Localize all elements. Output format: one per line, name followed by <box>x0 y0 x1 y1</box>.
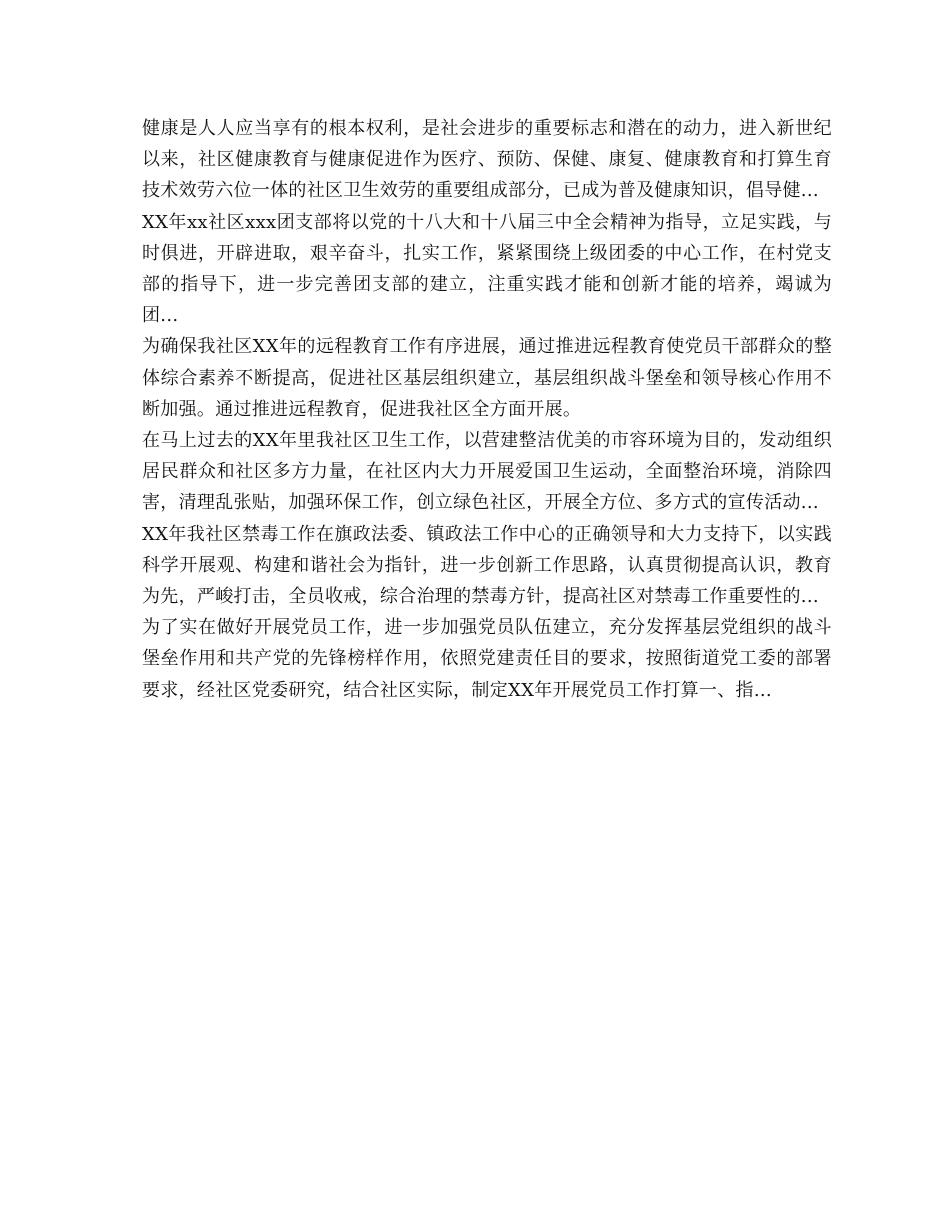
paragraph-community-sanitation: 在马上过去的XX年里我社区卫生工作，以营建整洁优美的市容环境为目的，发动组织居民群众和社区多方力量，在社区内大力开展爱国卫生运动，全面整治环境，消除四害，清理乱张贴，加强环保工作，创立绿色社区，开展全方位、多方式的宣传活动... <box>142 430 832 514</box>
paragraph-remote-education: 为确保我社区XX年的远程教育工作有序进展，通过推进远程教育使党员干部群众的整体综合素养不断提高，促进社区基层组织建立，基层组织战斗堡垒和领导核心作用不断加强。通过推进远程教育，促进我社区全方面开展。 <box>142 336 832 420</box>
paragraph-party-member: 为了实在做好开展党员工作，进一步加强党员队伍建立，充分发挥基层党组织的战斗堡垒作用和共产党的先锋榜样作用，依照党建责任目的要求，按照街道党工委的部署要求，经社区党委研究，结合社区实际，制定XX年开展党员工作打算一、指... <box>142 617 832 701</box>
paragraph-health-education: 健康是人人应当享有的根本权利，是社会进步的重要标志和潜在的动力，进入新世纪以来，社区健康教育与健康促进作为医疗、预防、保健、康复、健康教育和打算生育技术效劳六位一体的社区卫生效劳的重要组成部分，已成为普及健康知识，倡导健... <box>142 118 832 202</box>
paragraph-youth-league: XX年xx社区xxx团支部将以党的十八大和十八届三中全会精神为指导，立足实践，与时俱进，开辟进取，艰辛奋斗，扎实工作，紧紧围绕上级团委的中心工作，在村党支部的指导下，进一步完善团支部的建立，注重实践才能和创新才能的培养，竭诚为团... <box>142 211 832 327</box>
document-body <box>142 113 832 706</box>
paragraph-anti-drug: XX年我社区禁毒工作在旗政法委、镇政法工作中心的正确领导和大力支持下，以实践科学开展观、构建和谐社会为指针，进一步创新工作思路，认真贯彻提高认识，教育为先，严峻打击，全员收戒，综合治理的禁毒方针，提高社区对禁毒工作重要性的... <box>142 523 832 608</box>
